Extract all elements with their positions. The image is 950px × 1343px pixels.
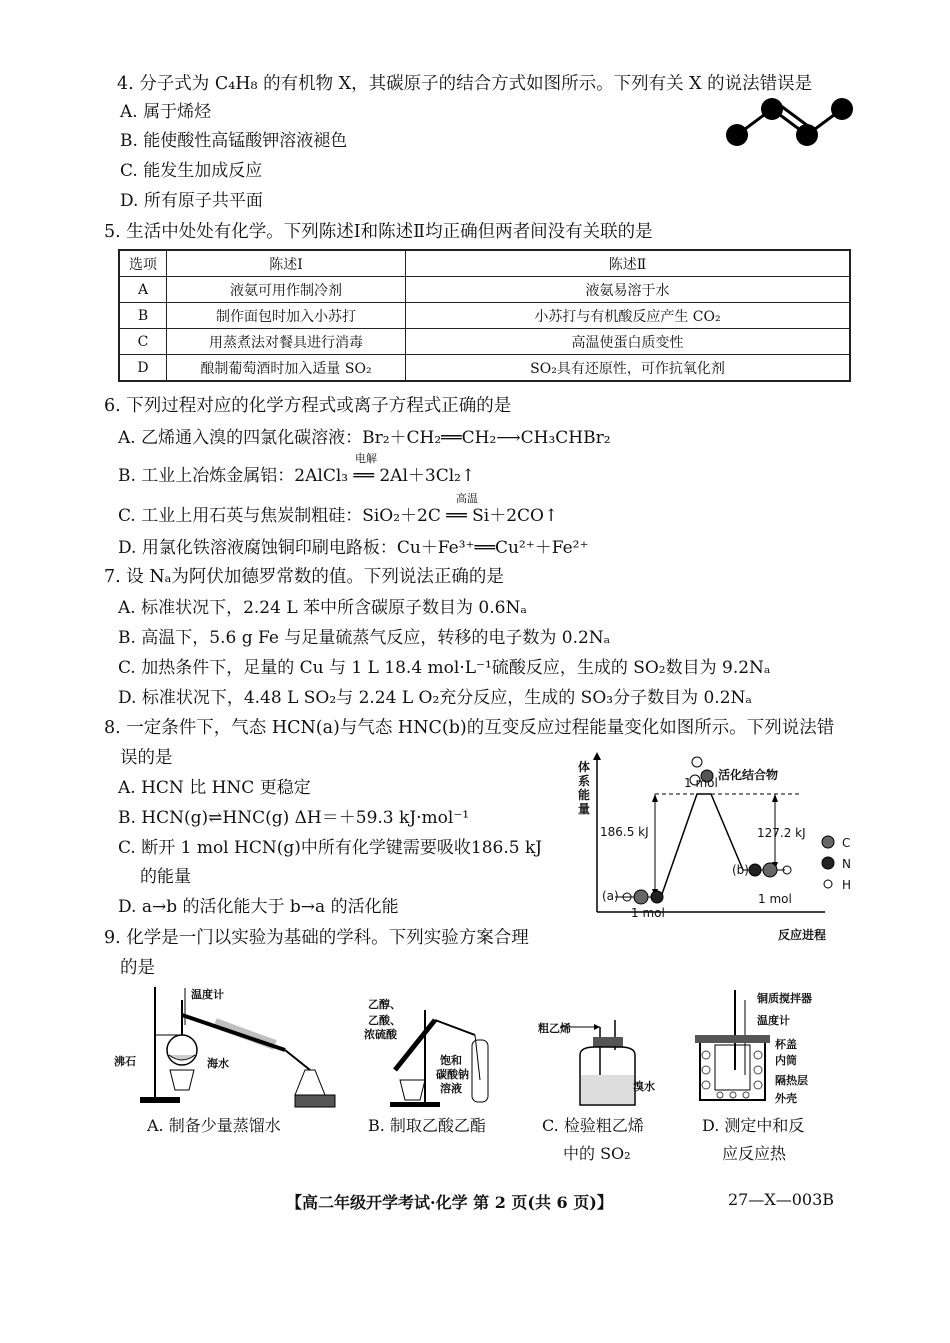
- q6-condition-high-temp: 高温: [456, 492, 478, 505]
- diagram-energy-2: 127.2 kJ: [757, 826, 806, 840]
- table-row: [119, 329, 850, 355]
- apparatus-d-calorimeter: [695, 990, 785, 1110]
- q8-option-c-cont: 的能量: [140, 867, 191, 887]
- apparatus-a-seawater-label: 海水: [207, 1057, 229, 1070]
- table-cell: 液氨易溶于水: [406, 277, 851, 303]
- q8-stem-cont: 误的是: [120, 748, 173, 768]
- apparatus-b-solution-2: 碳酸钠: [436, 1068, 469, 1081]
- apparatus-a-stone-label: 沸石: [114, 1055, 136, 1068]
- apparatus-a-distillation: [115, 985, 340, 1110]
- table-header: 陈述Ⅱ: [406, 250, 851, 277]
- q6-condition-electrolysis: 电解: [355, 452, 377, 465]
- q5-table: [118, 249, 851, 382]
- apparatus-c-caption: C. 检验粗乙烯: [542, 1116, 644, 1135]
- apparatus-a-caption: A. 制备少量蒸馏水: [147, 1116, 281, 1135]
- q8-option-a: A. HCN 比 HNC 更稳定: [118, 778, 311, 798]
- table-cell: B: [119, 303, 167, 329]
- apparatus-c-gas-bottle: [560, 1015, 650, 1110]
- q8-option-c: C. 断开 1 mol HCN(g)中所有化学键需要吸收186.5 kJ: [118, 838, 543, 858]
- table-cell: 酿制葡萄酒时加入适量 SO₂: [167, 355, 406, 382]
- table-cell: C: [119, 329, 167, 355]
- q8-stem: 8. 一定条件下，气态 HCN(a)与气态 HNC(b)的互变反应过程能量变化如图所示。下列说法错: [104, 718, 835, 738]
- q4-option-d: D. 所有原子共平面: [120, 191, 263, 211]
- page-footer-code: 27—X—003B: [728, 1190, 835, 1209]
- q7-option-b: B. 高温下，5.6 g Fe 与足量硫蒸气反应，转移的电子数为 0.2Nₐ: [118, 628, 611, 648]
- apparatus-c-bromine-label: 溴水: [633, 1080, 655, 1093]
- q7-option-a: A. 标准状况下，2.24 L 苯中所含碳原子数目为 0.6Nₐ: [118, 598, 527, 618]
- legend-c: C: [842, 836, 851, 850]
- q6-option-c: C. 工业上用石英与焦炭制粗硅：SiO₂＋2C ══ Si＋2CO↑: [118, 506, 559, 526]
- apparatus-c-caption-cont: 中的 SO₂: [563, 1144, 631, 1163]
- table-row: [119, 303, 850, 329]
- table-cell: 制作面包时加入小苏打: [167, 303, 406, 329]
- table-cell: 用蒸煮法对餐具进行消毒: [167, 329, 406, 355]
- q6-option-a: A. 乙烯通入溴的四氯化碳溶液：Br₂＋CH₂══CH₂⟶CH₃CHBr₂: [118, 428, 611, 448]
- butene-ball-model: [725, 95, 855, 150]
- table-cell: A: [119, 277, 167, 303]
- apparatus-c-gas-label: 粗乙烯: [538, 1022, 571, 1035]
- q7-option-c: C. 加热条件下，足量的 Cu 与 1 L 18.4 mol·L⁻¹硫酸反应，生成的 SO₂数目为 9.2Nₐ: [118, 658, 771, 678]
- table-cell: 高温使蛋白质变性: [406, 329, 851, 355]
- diagram-mol-a: 1 mol: [631, 906, 665, 920]
- q6-stem: 6. 下列过程对应的化学方程式或离子方程式正确的是: [104, 396, 512, 416]
- table-header: 选项: [119, 250, 167, 277]
- diagram-mol-b: 1 mol: [758, 892, 792, 906]
- apparatus-d-insulation-label: 隔热层: [775, 1074, 808, 1087]
- q5-stem: 5. 生活中处处有化学。下列陈述Ⅰ和陈述Ⅱ均正确但两者间没有关联的是: [104, 222, 653, 242]
- diagram-ylabel: 体系能量: [578, 760, 591, 816]
- q7-stem: 7. 设 Nₐ为阿伏加德罗常数的值。下列说法正确的是: [104, 567, 504, 587]
- diagram-mol-top: 1 mol: [684, 776, 718, 790]
- table-cell: 小苏打与有机酸反应产生 CO₂: [406, 303, 851, 329]
- diagram-energy-1: 186.5 kJ: [600, 825, 649, 839]
- q4-option-c: C. 能发生加成反应: [120, 161, 263, 181]
- table-row: [119, 277, 850, 303]
- apparatus-b-caption: B. 制取乙酸乙酯: [368, 1116, 486, 1135]
- apparatus-b-solution-3: 溶液: [440, 1082, 462, 1095]
- q9-stem: 9. 化学是一门以实验为基础的学科。下列实验方案合理: [104, 928, 529, 948]
- apparatus-d-caption-cont: 应反应热: [722, 1144, 787, 1163]
- legend-h: H: [842, 878, 852, 892]
- apparatus-b-reagent-3: 浓硫酸: [364, 1028, 397, 1041]
- diagram-label-a: (a): [602, 889, 619, 903]
- apparatus-d-thermometer-label: 温度计: [757, 1014, 790, 1027]
- q6-option-b: B. 工业上冶炼金属铝：2AlCl₃ ══ 2Al＋3Cl₂↑: [118, 466, 476, 486]
- q4-option-b: B. 能使酸性高锰酸钾溶液褪色: [120, 131, 348, 151]
- q8-option-b: B. HCN(g)⇌HNC(g) ΔH＝＋59.3 kJ·mol⁻¹: [118, 808, 470, 828]
- table-cell: 液氨可用作制冷剂: [167, 277, 406, 303]
- diagram-complex-label: 活化结合物: [718, 768, 779, 782]
- page-footer-title: 【高二年级开学考试·化学 第 2 页(共 6 页)】: [286, 1193, 613, 1212]
- apparatus-b-reagent-1: 乙醇、: [368, 998, 401, 1011]
- table-row: [119, 355, 850, 382]
- q7-option-d: D. 标准状况下，4.48 L SO₂与 2.24 L O₂充分反应，生成的 SO₃分子数目为 0.2Nₐ: [118, 688, 752, 708]
- diagram-xlabel: 反应进程: [778, 928, 827, 942]
- q4-stem: 4. 分子式为 C₄H₈ 的有机物 X，其碳原子的结合方式如图所示。下列有关 X 的说法错误是: [117, 74, 813, 94]
- table-cell: D: [119, 355, 167, 382]
- q8-option-d: D. a→b 的活化能大于 b→a 的活化能: [118, 897, 399, 917]
- diagram-label-b: (b): [732, 863, 749, 877]
- q4-option-a: A. 属于烯烃: [120, 102, 212, 122]
- table-cell: SO₂具有还原性，可作抗氧化剂: [406, 355, 851, 382]
- legend-n: N: [842, 857, 851, 871]
- q6-option-d: D. 用氯化铁溶液腐蚀铜印刷电路板：Cu＋Fe³⁺══Cu²⁺＋Fe²⁺: [118, 538, 589, 558]
- apparatus-a-thermometer-label: 温度计: [191, 988, 224, 1001]
- table-header: 陈述Ⅰ: [167, 250, 406, 277]
- apparatus-b-solution-1: 饱和: [440, 1054, 462, 1067]
- apparatus-d-lid-label: 杯盖: [775, 1038, 797, 1051]
- apparatus-d-stirrer-label: 铜质搅拌器: [757, 992, 812, 1005]
- q9-stem-cont: 的是: [120, 958, 155, 978]
- apparatus-d-inner-label: 内筒: [775, 1054, 797, 1067]
- apparatus-d-shell-label: 外壳: [775, 1092, 797, 1105]
- apparatus-d-caption: D. 测定中和反: [702, 1116, 805, 1135]
- apparatus-b-reagent-2: 乙酸、: [368, 1014, 401, 1027]
